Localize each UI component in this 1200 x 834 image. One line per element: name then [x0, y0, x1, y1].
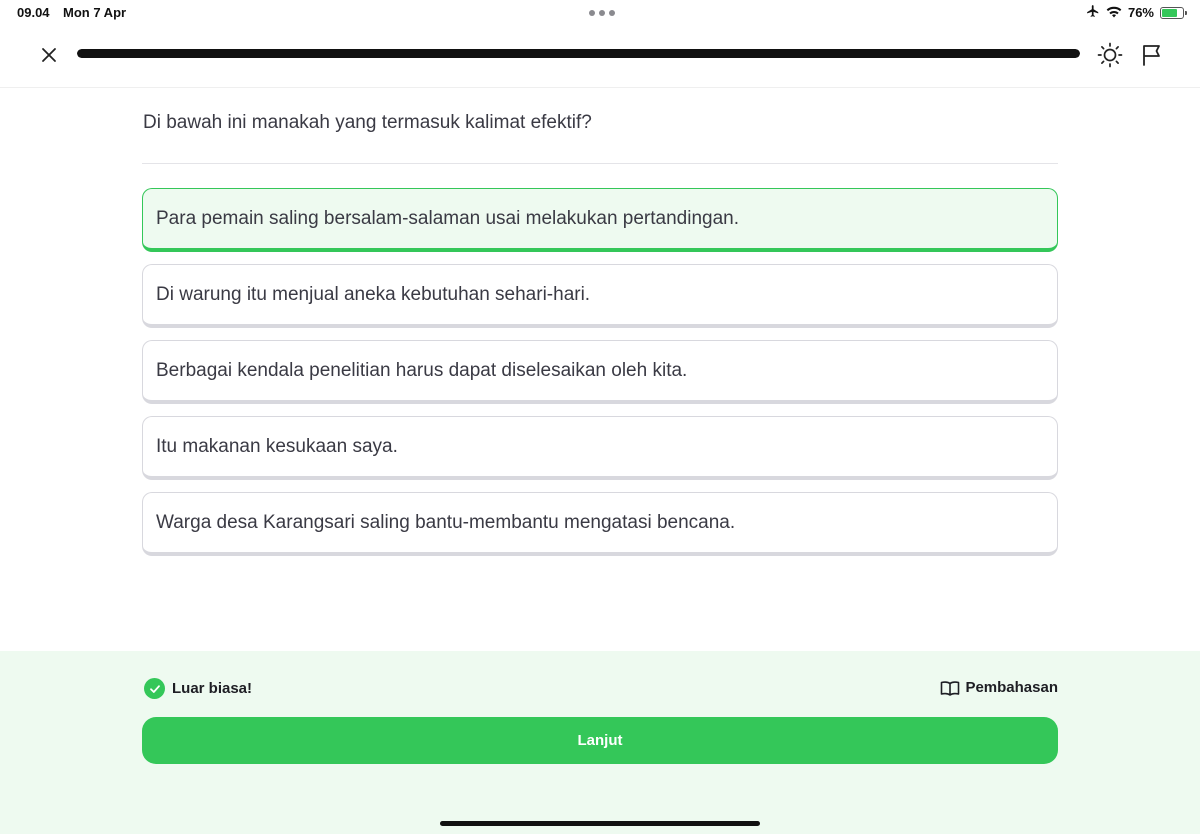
- airplane-icon: [1086, 4, 1100, 21]
- answer-option-text: Di warung itu menjual aneka kebutuhan sehari-hari.: [156, 283, 591, 305]
- battery-icon: [1160, 7, 1184, 19]
- next-button[interactable]: Lanjut: [142, 717, 1058, 764]
- answer-option-text: Para pemain saling bersalam-salaman usai melakukan pertandingan.: [156, 207, 739, 229]
- question-text: Di bawah ini manakah yang termasuk kalimat efektif?: [143, 112, 592, 133]
- divider: [142, 163, 1058, 164]
- report-flag-button[interactable]: [1136, 39, 1168, 71]
- check-circle-icon: [144, 678, 165, 699]
- wifi-icon: [1106, 5, 1122, 21]
- answer-option[interactable]: [142, 264, 1058, 328]
- status-date: Mon 7 Apr: [63, 5, 127, 20]
- feedback-status: [144, 678, 252, 699]
- feedback-panel: [0, 651, 1200, 834]
- progress-bar: [77, 49, 1080, 58]
- close-button[interactable]: [36, 42, 62, 68]
- answer-option[interactable]: [142, 492, 1058, 556]
- flag-icon: [1140, 43, 1164, 67]
- sun-icon: [1097, 42, 1123, 68]
- feedback-status-text: Luar biasa!: [172, 680, 253, 697]
- answer-option[interactable]: [142, 416, 1058, 480]
- book-open-icon: [940, 680, 960, 696]
- explanation-label: Pembahasan: [965, 679, 1058, 696]
- answer-option[interactable]: [142, 188, 1058, 252]
- answer-options: [142, 188, 1058, 568]
- progress-fill: [77, 49, 1080, 58]
- multitasking-dots-icon[interactable]: [589, 10, 615, 16]
- answer-option-text: Itu makanan kesukaan saya.: [156, 435, 398, 457]
- battery-percent: 76%: [1127, 5, 1154, 20]
- answer-option[interactable]: [142, 340, 1058, 404]
- explanation-link[interactable]: [940, 679, 1058, 696]
- status-time: 09.04: [17, 5, 50, 20]
- answer-option-text: Berbagai kendala penelitian harus dapat diselesaikan oleh kita.: [156, 359, 688, 381]
- theme-toggle-button[interactable]: [1094, 39, 1126, 71]
- close-icon: [41, 47, 57, 63]
- top-bar: [0, 24, 1200, 88]
- home-indicator[interactable]: [440, 821, 760, 826]
- status-bar: [0, 0, 1200, 24]
- answer-option-text: Warga desa Karangsari saling bantu-membantu mengatasi bencana.: [156, 511, 736, 533]
